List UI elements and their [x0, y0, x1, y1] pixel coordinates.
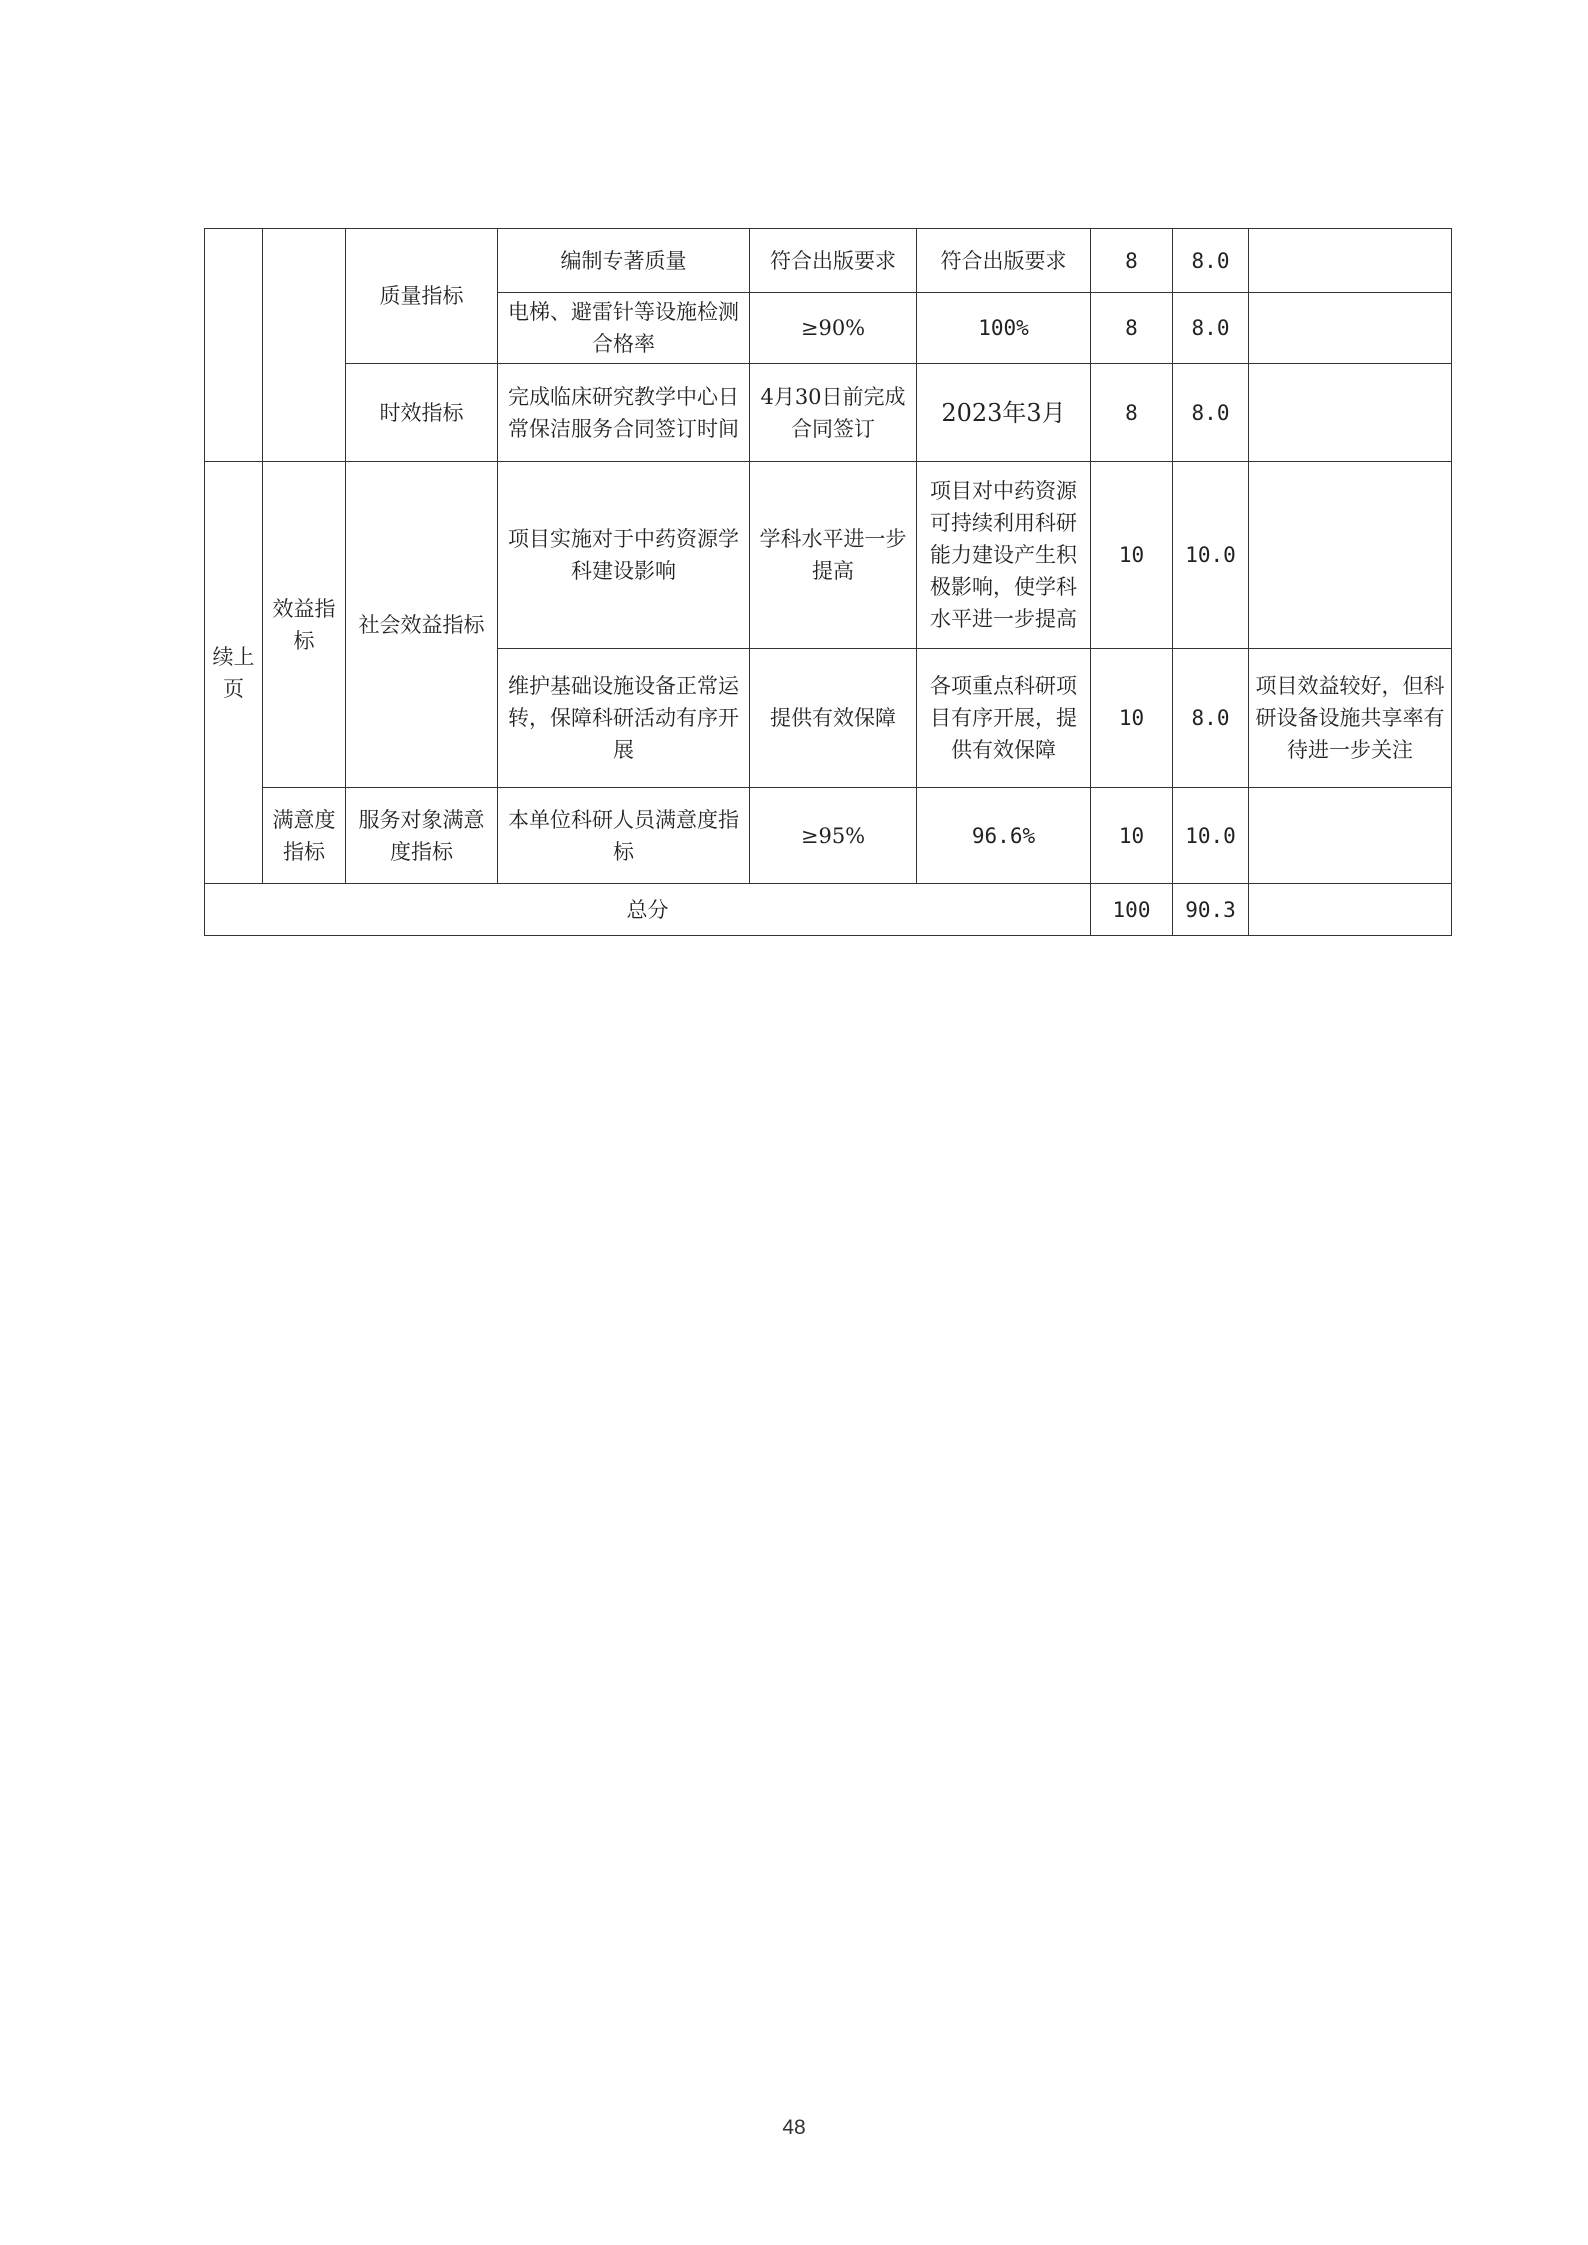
- score-cell: 8.0: [1173, 649, 1249, 788]
- indicator-name-cell: 项目实施对于中药资源学科建设影响: [498, 462, 750, 649]
- score-cell: 10.0: [1173, 788, 1249, 884]
- note-cell: [1249, 462, 1452, 649]
- weight-cell: 10: [1091, 788, 1173, 884]
- note-cell: [1249, 229, 1452, 293]
- indicator-name-cell: 编制专著质量: [498, 229, 750, 293]
- note-cell: [1249, 293, 1452, 364]
- table-row: [205, 364, 1452, 462]
- total-row: [205, 884, 1452, 936]
- score-cell: 8.0: [1173, 293, 1249, 364]
- indicator-name-cell: 电梯、避雷针等设施检测合格率: [498, 293, 750, 364]
- page-number: 48: [782, 2116, 806, 2139]
- indicator-name-cell: 本单位科研人员满意度指标: [498, 788, 750, 884]
- score-cell: 8.0: [1173, 229, 1249, 293]
- actual-cell: 100%: [917, 293, 1091, 364]
- weight-cell: 8: [1091, 364, 1173, 462]
- target-cell: 学科水平进一步提高: [750, 462, 917, 649]
- actual-cell: 2023年3月: [917, 364, 1091, 462]
- indicator-name-cell: 维护基础设施设备正常运转，保障科研活动有序开展: [498, 649, 750, 788]
- blank-group-cell: [205, 229, 263, 462]
- target-cell: 4月30日前完成合同签订: [750, 364, 917, 462]
- total-note-cell: [1249, 884, 1452, 936]
- table-row: [205, 229, 1452, 293]
- target-cell: 符合出版要求: [750, 229, 917, 293]
- score-cell: 8.0: [1173, 364, 1249, 462]
- actual-cell: 符合出版要求: [917, 229, 1091, 293]
- category-cell: 效益指标: [263, 462, 346, 788]
- sub-indicator-cell: 社会效益指标: [346, 462, 498, 788]
- table-row: [205, 788, 1452, 884]
- note-cell: [1249, 788, 1452, 884]
- category-cell: 满意度指标: [263, 788, 346, 884]
- actual-cell: 各项重点科研项目有序开展，提供有效保障: [917, 649, 1091, 788]
- blank-category-cell: [263, 229, 346, 462]
- total-weight-cell: 100: [1091, 884, 1173, 936]
- group-cell: 续上页: [205, 462, 263, 884]
- target-cell: ≥90%: [750, 293, 917, 364]
- sub-indicator-cell: 时效指标: [346, 364, 498, 462]
- note-cell: [1249, 364, 1452, 462]
- actual-cell: 项目对中药资源可持续利用科研能力建设产生积极影响，使学科水平进一步提高: [917, 462, 1091, 649]
- target-cell: ≥95%: [750, 788, 917, 884]
- actual-cell: 96.6%: [917, 788, 1091, 884]
- weight-cell: 10: [1091, 649, 1173, 788]
- sub-indicator-cell: 质量指标: [346, 229, 498, 364]
- performance-table: [204, 228, 1452, 936]
- total-score-cell: 90.3: [1173, 884, 1249, 936]
- score-cell: 10.0: [1173, 462, 1249, 649]
- weight-cell: 8: [1091, 293, 1173, 364]
- weight-cell: 8: [1091, 229, 1173, 293]
- total-label-cell: 总分: [205, 884, 1091, 936]
- indicator-name-cell: 完成临床研究教学中心日常保洁服务合同签订时间: [498, 364, 750, 462]
- sub-indicator-cell: 服务对象满意度指标: [346, 788, 498, 884]
- table-row: [205, 462, 1452, 649]
- target-cell: 提供有效保障: [750, 649, 917, 788]
- weight-cell: 10: [1091, 462, 1173, 649]
- note-cell: 项目效益较好，但科研设备设施共享率有待进一步关注: [1249, 649, 1452, 788]
